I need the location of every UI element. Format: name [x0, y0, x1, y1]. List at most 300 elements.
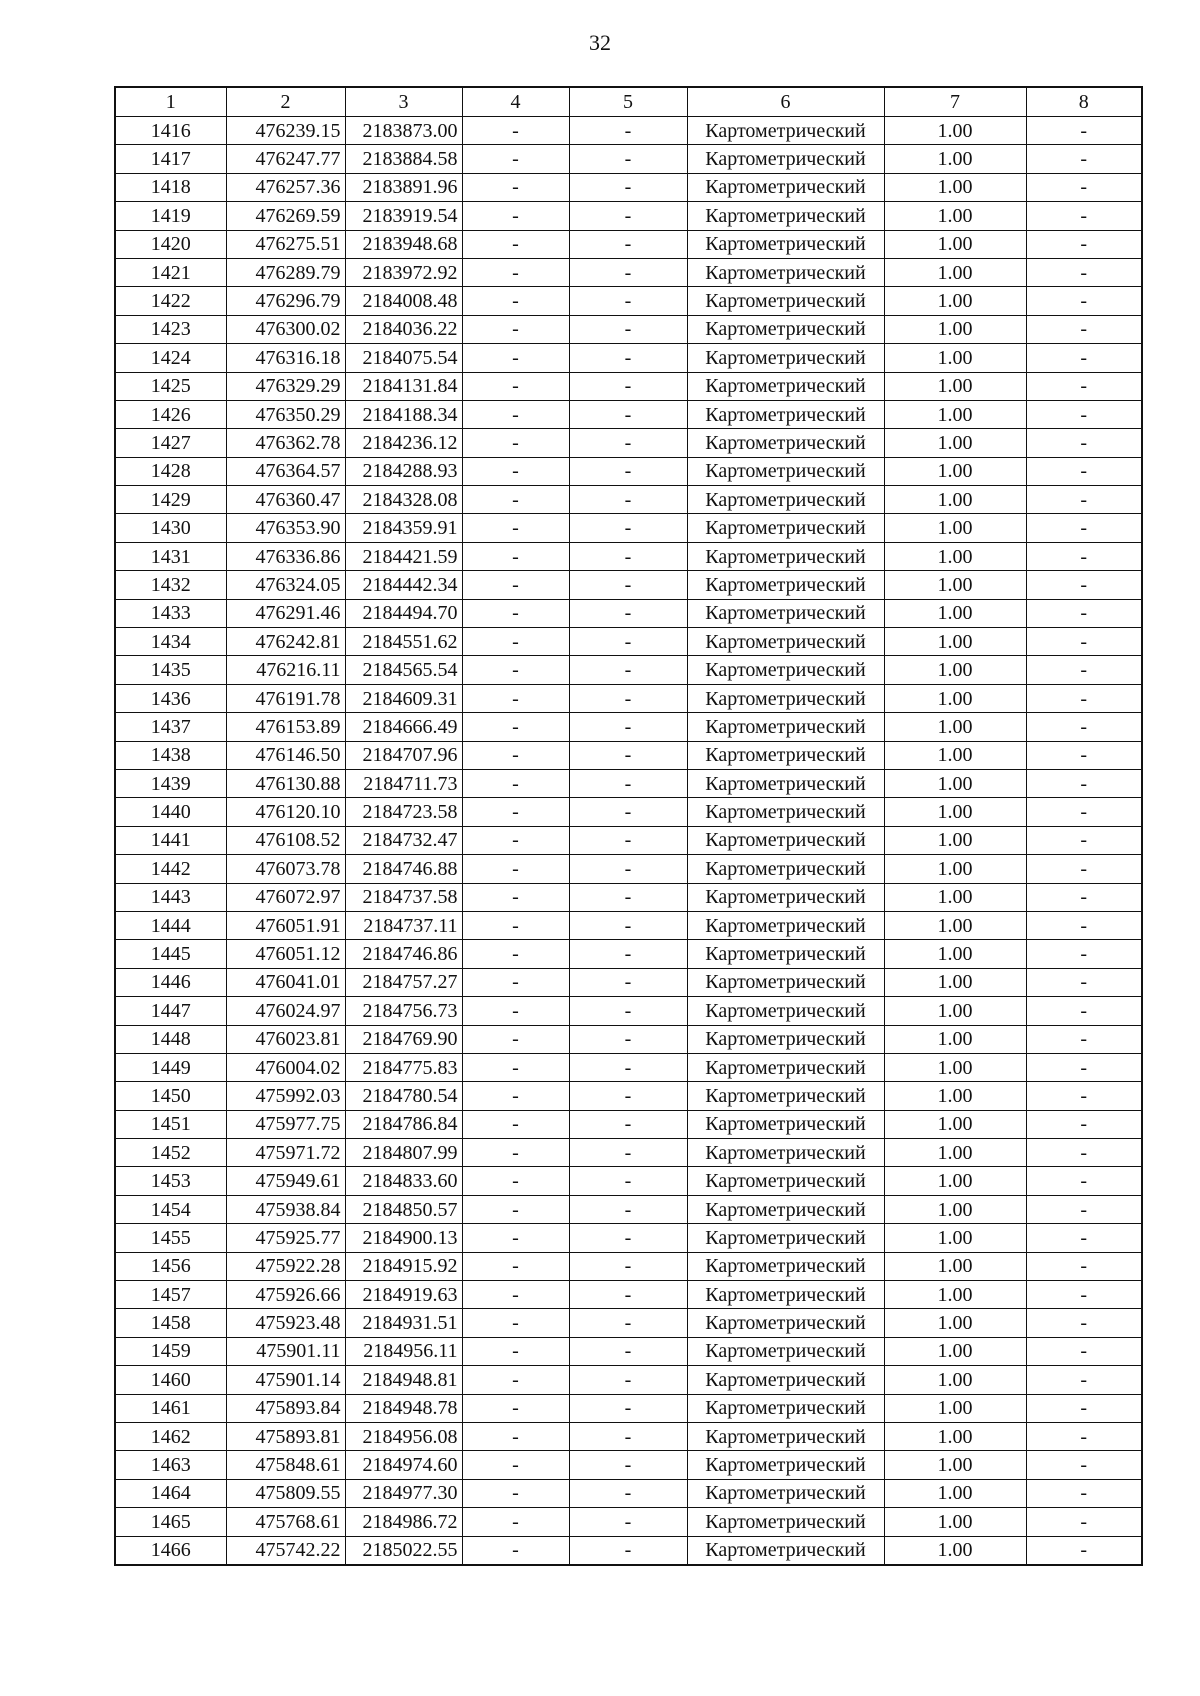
point-number-cell: 1465 [115, 1508, 226, 1536]
point-number-cell: 1463 [115, 1451, 226, 1479]
accuracy-cell: 1.00 [884, 826, 1026, 854]
method-cell: Картометрический [687, 344, 884, 372]
column-4-cell: - [462, 656, 569, 684]
column-4-cell: - [462, 826, 569, 854]
accuracy-cell: 1.00 [884, 1309, 1026, 1337]
method-cell: Картометрический [687, 1479, 884, 1507]
y-coordinate-cell: 2184919.63 [345, 1281, 462, 1309]
column-8-cell: - [1026, 883, 1142, 911]
point-number-cell: 1450 [115, 1082, 226, 1110]
x-coordinate-cell: 476146.50 [226, 741, 345, 769]
y-coordinate-cell: 2184780.54 [345, 1082, 462, 1110]
table-row [115, 400, 1142, 428]
column-5-cell: - [569, 1195, 687, 1223]
method-cell: Картометрический [687, 1281, 884, 1309]
table-row [115, 372, 1142, 400]
column-4-cell: - [462, 883, 569, 911]
column-8-cell: - [1026, 287, 1142, 315]
x-coordinate-cell: 476072.97 [226, 883, 345, 911]
method-cell: Картометрический [687, 798, 884, 826]
y-coordinate-cell: 2184948.81 [345, 1366, 462, 1394]
accuracy-cell: 1.00 [884, 997, 1026, 1025]
column-5-cell: - [569, 1281, 687, 1309]
column-4-cell: - [462, 1252, 569, 1280]
column-4-cell: - [462, 287, 569, 315]
x-coordinate-cell: 476360.47 [226, 486, 345, 514]
column-5-cell: - [569, 542, 687, 570]
x-coordinate-cell: 475971.72 [226, 1139, 345, 1167]
y-coordinate-cell: 2184236.12 [345, 429, 462, 457]
accuracy-cell: 1.00 [884, 741, 1026, 769]
column-5-cell: - [569, 855, 687, 883]
point-number-cell: 1433 [115, 599, 226, 627]
method-cell: Картометрический [687, 1309, 884, 1337]
column-4-cell: - [462, 486, 569, 514]
method-cell: Картометрический [687, 258, 884, 286]
table-row [115, 1082, 1142, 1110]
method-cell: Картометрический [687, 855, 884, 883]
x-coordinate-cell: 476247.77 [226, 145, 345, 173]
column-5-cell: - [569, 826, 687, 854]
column-4-cell: - [462, 1422, 569, 1450]
y-coordinate-cell: 2184769.90 [345, 1025, 462, 1053]
method-cell: Картометрический [687, 1451, 884, 1479]
column-5-cell: - [569, 1224, 687, 1252]
column-4-cell: - [462, 1536, 569, 1565]
table-row [115, 741, 1142, 769]
y-coordinate-cell: 2184807.99 [345, 1139, 462, 1167]
method-cell: Картометрический [687, 1082, 884, 1110]
point-number-cell: 1453 [115, 1167, 226, 1195]
y-coordinate-cell: 2184737.11 [345, 911, 462, 939]
accuracy-cell: 1.00 [884, 628, 1026, 656]
y-coordinate-cell: 2184900.13 [345, 1224, 462, 1252]
column-8-cell: - [1026, 1536, 1142, 1565]
x-coordinate-cell: 475949.61 [226, 1167, 345, 1195]
column-5-cell: - [569, 1479, 687, 1507]
table-row [115, 1451, 1142, 1479]
column-4-cell: - [462, 1195, 569, 1223]
table-row [115, 1508, 1142, 1536]
table-row [115, 486, 1142, 514]
table-row [115, 826, 1142, 854]
table-row [115, 1110, 1142, 1138]
accuracy-cell: 1.00 [884, 514, 1026, 542]
table-row [115, 344, 1142, 372]
accuracy-cell: 1.00 [884, 429, 1026, 457]
column-5-cell: - [569, 230, 687, 258]
y-coordinate-cell: 2184328.08 [345, 486, 462, 514]
table-row [115, 1394, 1142, 1422]
method-cell: Картометрический [687, 1195, 884, 1223]
table-row [115, 628, 1142, 656]
y-coordinate-cell: 2184008.48 [345, 287, 462, 315]
point-number-cell: 1439 [115, 769, 226, 797]
accuracy-cell: 1.00 [884, 202, 1026, 230]
column-5-cell: - [569, 713, 687, 741]
accuracy-cell: 1.00 [884, 372, 1026, 400]
x-coordinate-cell: 476041.01 [226, 968, 345, 996]
point-number-cell: 1423 [115, 315, 226, 343]
x-coordinate-cell: 476130.88 [226, 769, 345, 797]
column-4-cell: - [462, 741, 569, 769]
column-header-6: 6 [687, 87, 884, 117]
column-4-cell: - [462, 429, 569, 457]
y-coordinate-cell: 2183891.96 [345, 173, 462, 201]
table-row [115, 1366, 1142, 1394]
column-8-cell: - [1026, 429, 1142, 457]
accuracy-cell: 1.00 [884, 883, 1026, 911]
y-coordinate-cell: 2184977.30 [345, 1479, 462, 1507]
column-5-cell: - [569, 372, 687, 400]
method-cell: Картометрический [687, 173, 884, 201]
y-coordinate-cell: 2184737.58 [345, 883, 462, 911]
y-coordinate-cell: 2185022.55 [345, 1536, 462, 1565]
accuracy-cell: 1.00 [884, 1394, 1026, 1422]
accuracy-cell: 1.00 [884, 1224, 1026, 1252]
y-coordinate-cell: 2184359.91 [345, 514, 462, 542]
x-coordinate-cell: 475923.48 [226, 1309, 345, 1337]
method-cell: Картометрический [687, 117, 884, 145]
y-coordinate-cell: 2184711.73 [345, 769, 462, 797]
x-coordinate-cell: 476191.78 [226, 684, 345, 712]
x-coordinate-cell: 475922.28 [226, 1252, 345, 1280]
x-coordinate-cell: 476289.79 [226, 258, 345, 286]
table-row [115, 656, 1142, 684]
column-header-8: 8 [1026, 87, 1142, 117]
column-5-cell: - [569, 202, 687, 230]
column-header-4: 4 [462, 87, 569, 117]
column-8-cell: - [1026, 173, 1142, 201]
accuracy-cell: 1.00 [884, 1422, 1026, 1450]
x-coordinate-cell: 475848.61 [226, 1451, 345, 1479]
method-cell: Картометрический [687, 457, 884, 485]
x-coordinate-cell: 476329.29 [226, 372, 345, 400]
accuracy-cell: 1.00 [884, 1337, 1026, 1365]
method-cell: Картометрический [687, 145, 884, 173]
method-cell: Картометрический [687, 599, 884, 627]
table-row [115, 599, 1142, 627]
column-5-cell: - [569, 940, 687, 968]
column-8-cell: - [1026, 741, 1142, 769]
y-coordinate-cell: 2184746.86 [345, 940, 462, 968]
point-number-cell: 1451 [115, 1110, 226, 1138]
y-coordinate-cell: 2184131.84 [345, 372, 462, 400]
accuracy-cell: 1.00 [884, 1366, 1026, 1394]
y-coordinate-cell: 2184775.83 [345, 1053, 462, 1081]
accuracy-cell: 1.00 [884, 1281, 1026, 1309]
column-4-cell: - [462, 1451, 569, 1479]
column-4-cell: - [462, 940, 569, 968]
method-cell: Картометрический [687, 1536, 884, 1565]
column-5-cell: - [569, 1139, 687, 1167]
y-coordinate-cell: 2184666.49 [345, 713, 462, 741]
method-cell: Картометрический [687, 628, 884, 656]
column-8-cell: - [1026, 1281, 1142, 1309]
point-number-cell: 1459 [115, 1337, 226, 1365]
x-coordinate-cell: 476023.81 [226, 1025, 345, 1053]
accuracy-cell: 1.00 [884, 173, 1026, 201]
point-number-cell: 1460 [115, 1366, 226, 1394]
accuracy-cell: 1.00 [884, 1082, 1026, 1110]
x-coordinate-cell: 475926.66 [226, 1281, 345, 1309]
y-coordinate-cell: 2184732.47 [345, 826, 462, 854]
table-row [115, 1536, 1142, 1565]
column-4-cell: - [462, 997, 569, 1025]
table-row [115, 713, 1142, 741]
x-coordinate-cell: 476216.11 [226, 656, 345, 684]
x-coordinate-cell: 475901.11 [226, 1337, 345, 1365]
x-coordinate-cell: 476153.89 [226, 713, 345, 741]
table-row [115, 1337, 1142, 1365]
method-cell: Картометрический [687, 940, 884, 968]
table-row [115, 571, 1142, 599]
method-cell: Картометрический [687, 400, 884, 428]
accuracy-cell: 1.00 [884, 798, 1026, 826]
column-5-cell: - [569, 1422, 687, 1450]
accuracy-cell: 1.00 [884, 400, 1026, 428]
column-4-cell: - [462, 372, 569, 400]
method-cell: Картометрический [687, 571, 884, 599]
accuracy-cell: 1.00 [884, 1139, 1026, 1167]
method-cell: Картометрический [687, 1394, 884, 1422]
y-coordinate-cell: 2184188.34 [345, 400, 462, 428]
y-coordinate-cell: 2184956.08 [345, 1422, 462, 1450]
column-5-cell: - [569, 514, 687, 542]
accuracy-cell: 1.00 [884, 1025, 1026, 1053]
table-row [115, 1053, 1142, 1081]
table-body [115, 117, 1142, 1565]
column-8-cell: - [1026, 1082, 1142, 1110]
column-8-cell: - [1026, 1309, 1142, 1337]
x-coordinate-cell: 476275.51 [226, 230, 345, 258]
column-5-cell: - [569, 1337, 687, 1365]
point-number-cell: 1417 [115, 145, 226, 173]
x-coordinate-cell: 475893.81 [226, 1422, 345, 1450]
column-8-cell: - [1026, 344, 1142, 372]
table-row [115, 202, 1142, 230]
table-row [115, 997, 1142, 1025]
column-5-cell: - [569, 571, 687, 599]
x-coordinate-cell: 475977.75 [226, 1110, 345, 1138]
point-number-cell: 1428 [115, 457, 226, 485]
accuracy-cell: 1.00 [884, 940, 1026, 968]
accuracy-cell: 1.00 [884, 1451, 1026, 1479]
table-row [115, 1167, 1142, 1195]
column-4-cell: - [462, 202, 569, 230]
column-5-cell: - [569, 1110, 687, 1138]
y-coordinate-cell: 2184974.60 [345, 1451, 462, 1479]
x-coordinate-cell: 475768.61 [226, 1508, 345, 1536]
method-cell: Картометрический [687, 1422, 884, 1450]
method-cell: Картометрический [687, 230, 884, 258]
x-coordinate-cell: 475992.03 [226, 1082, 345, 1110]
y-coordinate-cell: 2184746.88 [345, 855, 462, 883]
column-8-cell: - [1026, 1110, 1142, 1138]
method-cell: Картометрический [687, 202, 884, 230]
column-8-cell: - [1026, 1508, 1142, 1536]
method-cell: Картометрический [687, 1508, 884, 1536]
table-row [115, 855, 1142, 883]
table-row [115, 287, 1142, 315]
column-5-cell: - [569, 1394, 687, 1422]
point-number-cell: 1432 [115, 571, 226, 599]
method-cell: Картометрический [687, 542, 884, 570]
column-5-cell: - [569, 486, 687, 514]
column-8-cell: - [1026, 1422, 1142, 1450]
x-coordinate-cell: 476269.59 [226, 202, 345, 230]
x-coordinate-cell: 476051.12 [226, 940, 345, 968]
point-number-cell: 1452 [115, 1139, 226, 1167]
point-number-cell: 1461 [115, 1394, 226, 1422]
method-cell: Картометрический [687, 1252, 884, 1280]
table-row [115, 1195, 1142, 1223]
table-row [115, 1479, 1142, 1507]
x-coordinate-cell: 476024.97 [226, 997, 345, 1025]
table-row [115, 117, 1142, 145]
x-coordinate-cell: 476364.57 [226, 457, 345, 485]
column-5-cell: - [569, 1167, 687, 1195]
column-4-cell: - [462, 798, 569, 826]
x-coordinate-cell: 476300.02 [226, 315, 345, 343]
column-8-cell: - [1026, 1053, 1142, 1081]
column-header-5: 5 [569, 87, 687, 117]
column-5-cell: - [569, 145, 687, 173]
column-8-cell: - [1026, 997, 1142, 1025]
x-coordinate-cell: 476120.10 [226, 798, 345, 826]
accuracy-cell: 1.00 [884, 1195, 1026, 1223]
point-number-cell: 1419 [115, 202, 226, 230]
table-header [115, 87, 1142, 117]
column-5-cell: - [569, 968, 687, 996]
y-coordinate-cell: 2184786.84 [345, 1110, 462, 1138]
column-8-cell: - [1026, 684, 1142, 712]
point-number-cell: 1436 [115, 684, 226, 712]
point-number-cell: 1448 [115, 1025, 226, 1053]
column-8-cell: - [1026, 117, 1142, 145]
accuracy-cell: 1.00 [884, 1479, 1026, 1507]
column-5-cell: - [569, 400, 687, 428]
column-8-cell: - [1026, 1167, 1142, 1195]
accuracy-cell: 1.00 [884, 117, 1026, 145]
column-4-cell: - [462, 1366, 569, 1394]
method-cell: Картометрический [687, 1224, 884, 1252]
accuracy-cell: 1.00 [884, 315, 1026, 343]
column-5-cell: - [569, 258, 687, 286]
method-cell: Картометрический [687, 486, 884, 514]
column-8-cell: - [1026, 1394, 1142, 1422]
method-cell: Картометрический [687, 1366, 884, 1394]
point-number-cell: 1430 [115, 514, 226, 542]
column-4-cell: - [462, 1337, 569, 1365]
column-8-cell: - [1026, 315, 1142, 343]
y-coordinate-cell: 2184723.58 [345, 798, 462, 826]
table-row [115, 1309, 1142, 1337]
table-row [115, 798, 1142, 826]
x-coordinate-cell: 476051.91 [226, 911, 345, 939]
accuracy-cell: 1.00 [884, 968, 1026, 996]
method-cell: Картометрический [687, 1167, 884, 1195]
column-4-cell: - [462, 1479, 569, 1507]
point-number-cell: 1458 [115, 1309, 226, 1337]
accuracy-cell: 1.00 [884, 656, 1026, 684]
table-row [115, 258, 1142, 286]
column-4-cell: - [462, 117, 569, 145]
y-coordinate-cell: 2184036.22 [345, 315, 462, 343]
column-4-cell: - [462, 1025, 569, 1053]
x-coordinate-cell: 475901.14 [226, 1366, 345, 1394]
column-8-cell: - [1026, 599, 1142, 627]
y-coordinate-cell: 2184551.62 [345, 628, 462, 656]
column-5-cell: - [569, 315, 687, 343]
method-cell: Картометрический [687, 287, 884, 315]
y-coordinate-cell: 2184931.51 [345, 1309, 462, 1337]
y-coordinate-cell: 2184494.70 [345, 599, 462, 627]
method-cell: Картометрический [687, 684, 884, 712]
column-4-cell: - [462, 315, 569, 343]
accuracy-cell: 1.00 [884, 855, 1026, 883]
point-number-cell: 1422 [115, 287, 226, 315]
table-row [115, 230, 1142, 258]
y-coordinate-cell: 2183948.68 [345, 230, 462, 258]
accuracy-cell: 1.00 [884, 571, 1026, 599]
column-5-cell: - [569, 117, 687, 145]
x-coordinate-cell: 476239.15 [226, 117, 345, 145]
column-4-cell: - [462, 258, 569, 286]
x-coordinate-cell: 476353.90 [226, 514, 345, 542]
column-8-cell: - [1026, 571, 1142, 599]
x-coordinate-cell: 476324.05 [226, 571, 345, 599]
point-number-cell: 1435 [115, 656, 226, 684]
column-8-cell: - [1026, 1139, 1142, 1167]
y-coordinate-cell: 2183919.54 [345, 202, 462, 230]
point-number-cell: 1442 [115, 855, 226, 883]
point-number-cell: 1416 [115, 117, 226, 145]
column-8-cell: - [1026, 457, 1142, 485]
table-row [115, 883, 1142, 911]
column-4-cell: - [462, 1394, 569, 1422]
y-coordinate-cell: 2184850.57 [345, 1195, 462, 1223]
point-number-cell: 1464 [115, 1479, 226, 1507]
column-8-cell: - [1026, 230, 1142, 258]
x-coordinate-cell: 475938.84 [226, 1195, 345, 1223]
accuracy-cell: 1.00 [884, 1252, 1026, 1280]
column-4-cell: - [462, 457, 569, 485]
point-number-cell: 1456 [115, 1252, 226, 1280]
column-5-cell: - [569, 344, 687, 372]
accuracy-cell: 1.00 [884, 1110, 1026, 1138]
accuracy-cell: 1.00 [884, 287, 1026, 315]
method-cell: Картометрический [687, 514, 884, 542]
y-coordinate-cell: 2184756.73 [345, 997, 462, 1025]
column-4-cell: - [462, 1082, 569, 1110]
method-cell: Картометрический [687, 911, 884, 939]
column-5-cell: - [569, 1082, 687, 1110]
table-row [115, 173, 1142, 201]
column-4-cell: - [462, 1110, 569, 1138]
table-row [115, 1281, 1142, 1309]
point-number-cell: 1418 [115, 173, 226, 201]
column-4-cell: - [462, 1139, 569, 1167]
column-4-cell: - [462, 542, 569, 570]
x-coordinate-cell: 476108.52 [226, 826, 345, 854]
column-5-cell: - [569, 457, 687, 485]
accuracy-cell: 1.00 [884, 1536, 1026, 1565]
column-4-cell: - [462, 628, 569, 656]
column-4-cell: - [462, 344, 569, 372]
column-5-cell: - [569, 741, 687, 769]
accuracy-cell: 1.00 [884, 542, 1026, 570]
